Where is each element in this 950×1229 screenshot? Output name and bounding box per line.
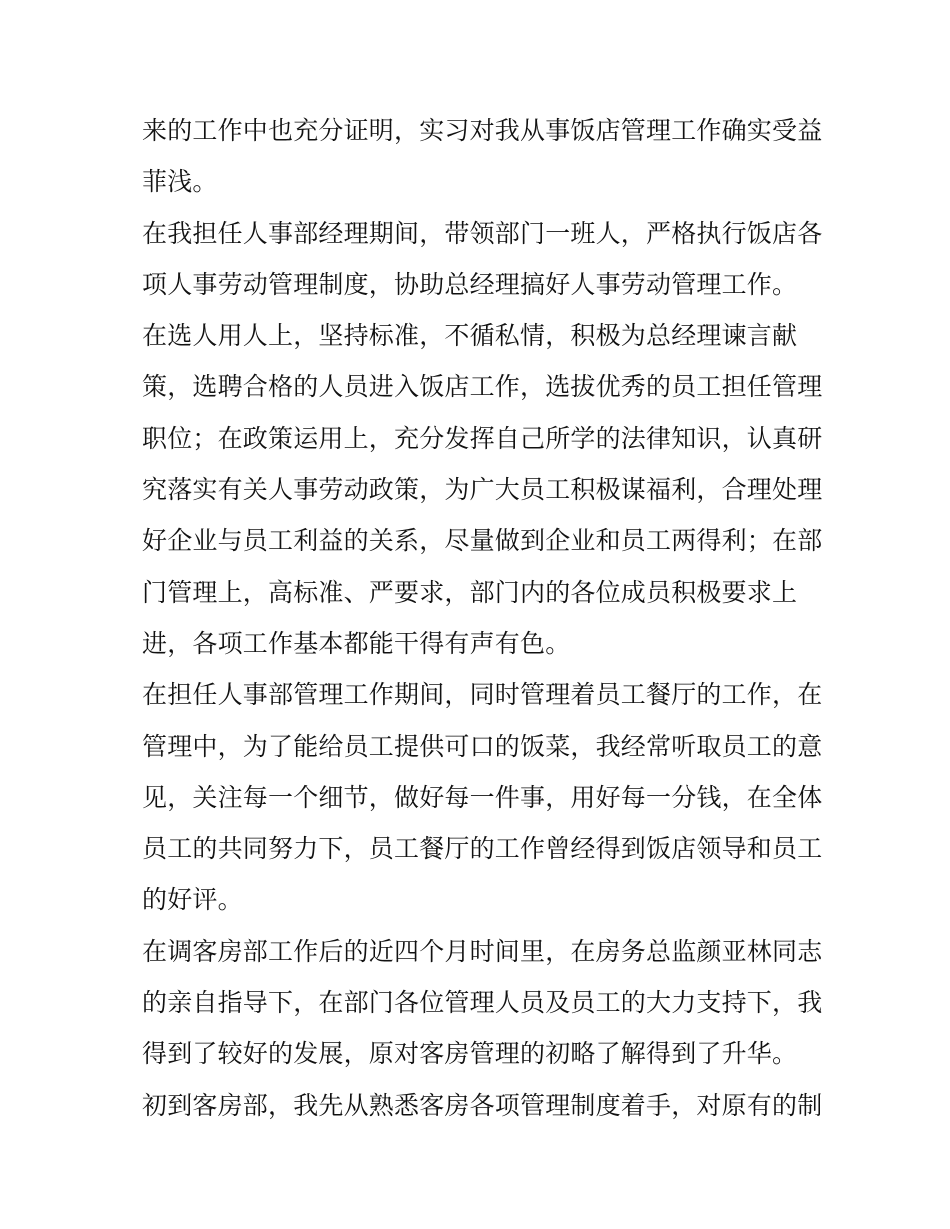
text-line: 来的工作中也充分证明，实习对我从事饭店管理工作确实受益 <box>142 116 823 145</box>
text-line: 见，关注每一个细节，做好每一件事，用好每一分钱，在全体 <box>142 782 823 812</box>
text-line: 菲浅。 <box>142 167 218 197</box>
text-line: 的好评。 <box>142 885 243 915</box>
text-line: 得到了较好的发展，原对客房管理的初略了解得到了升华。 <box>142 1039 798 1069</box>
text-line: 在选人用人上，坚持标准，不循私情，积极为总经理谏言献 <box>142 321 798 351</box>
text-line: 门管理上，高标准、严要求，部门内的各位成员积极要求上 <box>142 577 798 607</box>
text-line: 职位；在政策运用上，充分发挥自己所学的法律知识，认真研 <box>142 423 823 453</box>
text-line: 进，各项工作基本都能干得有声有色。 <box>142 628 571 658</box>
text-line: 的亲自指导下，在部门各位管理人员及员工的大力支持下，我 <box>142 988 823 1018</box>
text-line: 好企业与员工利益的关系，尽量做到企业和员工两得利；在部 <box>142 526 823 556</box>
text-line: 管理中，为了能给员工提供可口的饭菜，我经常听取员工的意 <box>142 731 823 761</box>
text-line: 在我担任人事部经理期间，带领部门一班人，严格执行饭店各 <box>142 218 823 248</box>
text-line: 初到客房部，我先从熟悉客房各项管理制度着手，对原有的制 <box>142 1090 823 1120</box>
text-line: 项人事劳动管理制度，协助总经理搞好人事劳动管理工作。 <box>142 269 798 299</box>
body-text <box>142 105 822 1131</box>
text-line: 策，选聘合格的人员进入饭店工作，选拔优秀的员工担任管理 <box>142 372 823 402</box>
text-line: 在调客房部工作后的近四个月时间里，在房务总监颜亚林同志 <box>142 936 823 966</box>
text-line: 员工的共同努力下，员工餐厅的工作曾经得到饭店领导和员工 <box>142 834 823 864</box>
text-line: 在担任人事部管理工作期间，同时管理着员工餐厅的工作，在 <box>142 680 823 710</box>
text-line: 究落实有关人事劳动政策，为广大员工积极谋福利，合理处理 <box>142 475 823 505</box>
